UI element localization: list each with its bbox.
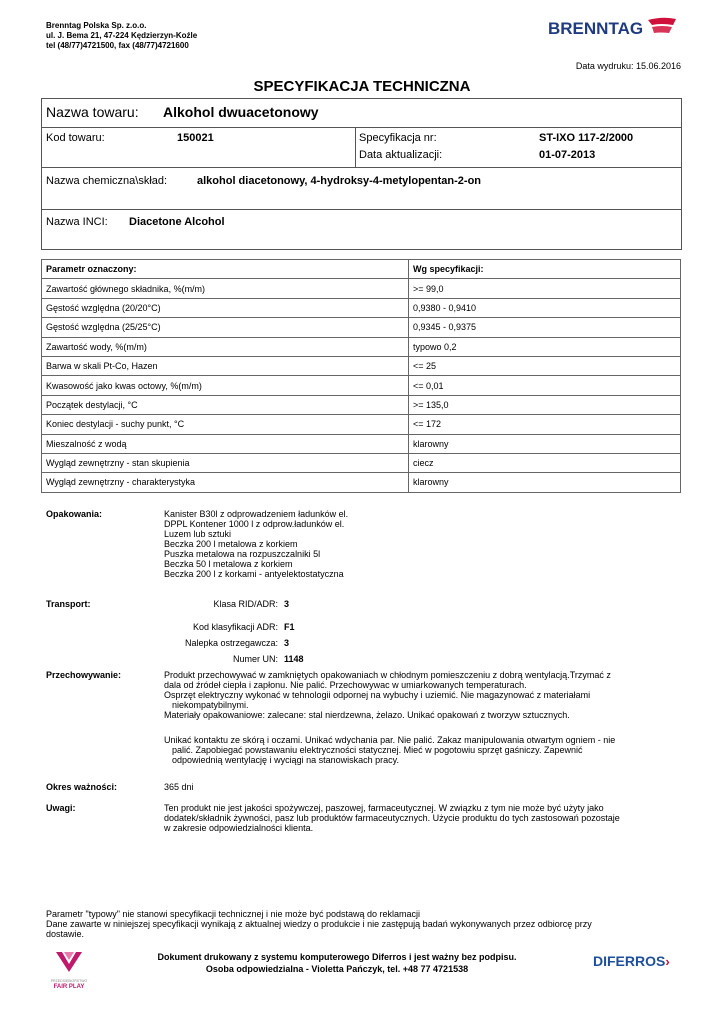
table-row — [42, 298, 681, 317]
update-label: Data aktualizacji: — [359, 149, 443, 161]
param-name: Barwa w skali Pt-Co, Hazen — [42, 356, 409, 375]
packaging-item: Kanister B30l z odprowadzeniem ładunków el. — [164, 509, 349, 519]
footnote: dostawie. — [46, 929, 85, 939]
packaging-item: DPPL Kontener 1000 l z odprow.ładunków el. — [164, 519, 345, 529]
storage-line: dala od źródeł ciepła i zapłonu. Nie palić. Przechowywac w umiarkowanych temperaturach. — [164, 680, 527, 690]
table-row — [42, 453, 681, 472]
packaging-item: Beczka 200 l metalowa z korkiem — [164, 539, 298, 549]
table-row — [42, 473, 681, 492]
footer-text — [100, 952, 574, 974]
packaging-list — [164, 509, 348, 579]
table-row — [42, 356, 681, 375]
table-header-row — [42, 260, 681, 279]
storage-line: Materiały opakowaniowe: zalecane: stal nierdzewna, żelazo. Unikać opakowań z tworzyw sztucznych. — [164, 710, 570, 720]
diferros-arrow-icon: › — [665, 954, 670, 969]
footer-line-2: Osoba odpowiedzialna - Violetta Pańczyk, tel. +48 77 4721538 — [205, 964, 469, 974]
param-value: >= 135,0 — [409, 395, 681, 414]
spec-no-value: ST-IXO 117-2/2000 — [539, 132, 634, 144]
footnotes — [46, 909, 686, 939]
footnote: Parametr "typowy" nie stanowi specyfikacji technicznej i nie może być podstawą do reklamacji — [46, 909, 421, 919]
param-name: Kwasowość jako kwas octowy, %(m/m) — [42, 376, 409, 395]
storage-line: odpowiednią wentylację i wyciągi na stanowiskach pracy. — [172, 755, 399, 765]
fair-play-small-text: PRZEDSIĘBIORSTWO — [50, 979, 88, 983]
param-name: Zawartość wody, %(m/m) — [42, 337, 409, 356]
param-value: ciecz — [409, 453, 681, 472]
param-name: Początek destylacji, °C — [42, 395, 409, 414]
footer-line-1: Dokument drukowany z systemu komputerowego Diferros i jest ważny bez podpisu. — [157, 952, 517, 962]
un-label: Numer UN: — [232, 654, 278, 664]
param-value: <= 25 — [409, 356, 681, 375]
notes-line: w zakresie odpowiedzialności klienta. — [164, 823, 314, 833]
validity-value: 365 dni — [164, 782, 194, 792]
product-name-value: Alkohol dwuacetonowy — [163, 104, 319, 120]
packaging-item: Beczka 50 l metalowa z korkiem — [164, 559, 293, 569]
rid-value: 3 — [284, 599, 290, 609]
notes-text — [164, 803, 684, 833]
table-row — [42, 279, 681, 298]
param-value: typowo 0,2 — [409, 337, 681, 356]
storage-para-2 — [164, 735, 684, 765]
storage-line: palić. Zapobiegać powstawaniu elektryczności statycznej. Mieć w pogotowiu sprzęt gaśniczy. Zapewnić — [172, 745, 583, 755]
transport-label: Transport: — [46, 599, 91, 609]
notes-label: Uwagi: — [46, 803, 76, 813]
company-address: ul. J. Bema 21, 47-224 Kędzierzyn-Koźle — [46, 31, 198, 40]
param-name: Gęstość względna (20/20°C) — [42, 298, 409, 317]
storage-line: Produkt przechowywać w zamkniętych opakowaniach w chłodnym pomieszczeniu z dobrą wentylacją.Trzymać z — [164, 670, 611, 680]
footnote: Dane zawarte w niniejszej specyfikacji wynikają z aktualnej wiedzy o produkcie i nie zastępują badań wykonywanych przez odbiorcę przy — [46, 919, 592, 929]
print-date: Data wydruku: 15.06.2016 — [575, 61, 681, 71]
spec-header: Wg specyfikacji: — [409, 260, 681, 279]
diferros-text: DIFERROS — [593, 953, 666, 969]
product-info-box — [41, 98, 682, 250]
sticker-value: 3 — [284, 638, 290, 648]
diferros-logo — [593, 953, 670, 969]
product-name-row — [42, 99, 681, 128]
chem-value: alkohol diacetonowy, 4-hydroksy-4-metylopentan-2-on — [197, 175, 482, 187]
packaging-item: Beczka 200 l z korkami - antyelektostatyczna — [164, 569, 344, 579]
table-row — [42, 415, 681, 434]
page-title: SPECYFIKACJA TECHNICZNA — [253, 78, 471, 95]
table-row — [42, 376, 681, 395]
adr-label: Kod klasyfikacji ADR: — [192, 622, 278, 632]
product-code-row — [42, 127, 681, 168]
spec-no-label: Specyfikacja nr: — [359, 132, 437, 144]
param-name: Gęstość względna (25/25°C) — [42, 318, 409, 337]
parameters-table — [41, 259, 681, 493]
un-value: 1148 — [284, 654, 304, 664]
company-info — [46, 21, 197, 51]
storage-line: niekompatybilnymi. — [172, 700, 249, 710]
table-row — [42, 337, 681, 356]
param-value: klarowny — [409, 434, 681, 453]
packaging-item: Puszka metalowa na rozpuszczalniki 5l — [164, 549, 321, 559]
code-label: Kod towaru: — [46, 132, 105, 144]
notes-line: dodatek/składnik żywności, pasz lub produktów farmaceutycznych. Użycie produktu do tych zastosowań pozostaje — [164, 813, 620, 823]
brenntag-logo — [548, 16, 678, 38]
table-row — [42, 434, 681, 453]
packaging-label: Opakowania: — [46, 509, 103, 519]
adr-value: F1 — [284, 622, 295, 632]
inci-row — [42, 209, 681, 249]
update-value: 01-07-2013 — [539, 149, 596, 161]
company-phone: tel (48/77)4721500, fax (48/77)4721600 — [46, 41, 189, 50]
notes-line: Ten produkt nie jest jakości spożywczej, paszowej, farmaceutycznej. W związku z tym nie może być użyty jako — [164, 803, 604, 813]
param-header: Parametr oznaczony: — [42, 260, 409, 279]
param-value: <= 172 — [409, 415, 681, 434]
table-row — [42, 318, 681, 337]
param-name: Zawartość głównego składnika, %(m/m) — [42, 279, 409, 298]
logo-text: BRENNTAG — [548, 19, 644, 38]
chem-name-row — [42, 167, 681, 210]
param-value: <= 0,01 — [409, 376, 681, 395]
inci-value: Diacetone Alcohol — [129, 216, 225, 228]
company-name: Brenntag Polska Sp. z.o.o. — [46, 21, 147, 30]
storage-line: Osprzęt elektryczny wykonać w tehnologii odpornej na wybuchy i uziemić. Nie magazynować z materiałami — [164, 690, 591, 700]
storage-label: Przechowywanie: — [46, 670, 122, 680]
product-name-label: Nazwa towaru: — [46, 104, 139, 120]
param-name: Wygląd zewnętrzny - stan skupienia — [42, 453, 409, 472]
fair-play-text: FAIR PLAY — [53, 984, 85, 990]
fair-play-logo — [46, 950, 92, 992]
rid-label: Klasa RID/ADR: — [213, 599, 278, 609]
param-value: klarowny — [409, 473, 681, 492]
param-value: >= 99,0 — [409, 279, 681, 298]
packaging-item: Luzem lub sztuki — [164, 529, 232, 539]
param-value: 0,9345 - 0,9375 — [409, 318, 681, 337]
fair-play-icon — [52, 950, 86, 974]
param-name: Mieszalność z wodą — [42, 434, 409, 453]
inci-label: Nazwa INCI: — [46, 216, 108, 228]
table-row — [42, 395, 681, 414]
code-divider — [355, 127, 356, 167]
sticker-label: Nalepka ostrzegawcza: — [184, 638, 278, 648]
storage-para-1 — [164, 670, 684, 720]
storage-line: Unikać kontaktu ze skórą i oczami. Unikać wdychania par. Nie palić. Zakaz manipulowania otwartym ogniem - nie — [164, 735, 616, 745]
validity-label: Okres ważności: — [46, 782, 118, 792]
code-value: 150021 — [177, 132, 214, 144]
param-name: Koniec destylacji - suchy punkt, °C — [42, 415, 409, 434]
param-value: 0,9380 - 0,9410 — [409, 298, 681, 317]
chem-label: Nazwa chemiczna\skład: — [46, 175, 168, 187]
param-name: Wygląd zewnętrzny - charakterystyka — [42, 473, 409, 492]
